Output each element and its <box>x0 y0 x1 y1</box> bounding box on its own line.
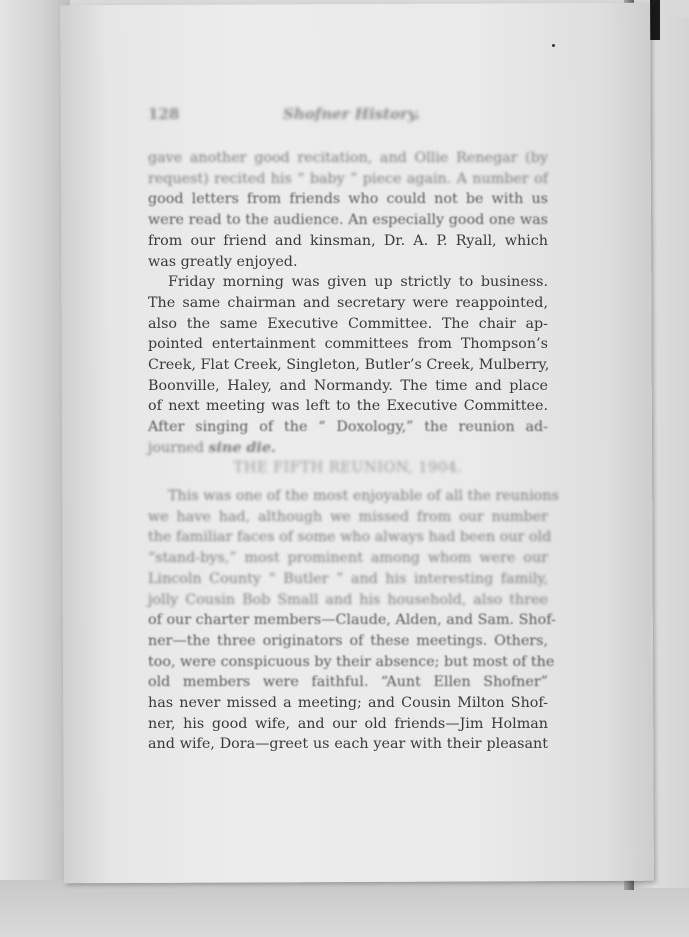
text-line: we have had, although we missed from our number <box>148 508 548 525</box>
text-line: good letters from friends who could not be with us <box>148 191 548 208</box>
text-line: This was one of the most enjoyable of all the reunions <box>168 488 559 504</box>
text-line: has never missed a meeting; and Cousin Milton Shof- <box>148 695 548 712</box>
ink-speck <box>552 44 555 47</box>
text-line: pointed entertainment committees from Thompson’s <box>148 336 548 353</box>
text-line: was greatly enjoyed. <box>148 253 298 270</box>
running-head: Shofner History. <box>283 105 421 123</box>
desk-background-left <box>0 0 70 937</box>
text-line: were read to the audience. An especially good one was <box>148 212 548 229</box>
text-line: of next meeting was left to the Executive Committee. <box>148 398 548 415</box>
text-line: also the same Executive Committee. The chair ap- <box>148 315 548 332</box>
text-line: too, were conspicuous by their absence; but most of the <box>148 653 555 670</box>
text-fragment: journed <box>148 439 209 456</box>
text-line: Lincoln County “ Butler ” and his interesting family, <box>148 570 548 587</box>
text-line: from our friend and kinsman, Dr. A. P. Ryall, which <box>148 232 548 249</box>
desk-background-bottom <box>0 880 689 937</box>
page-number: 128 <box>148 105 180 123</box>
text-line: request) recited his “ baby ” piece again. A number of <box>148 170 548 187</box>
text-line: Boonville, Haley, and Normandy. The time and place <box>148 377 548 394</box>
book-cover-edge <box>650 0 660 40</box>
text-line: the familiar faces of some who always had been our old <box>148 529 552 546</box>
text-line: “stand-bys,” most prominent among whom were our <box>148 550 548 567</box>
text-line: After singing of the “ Doxology,” the reunion ad- <box>148 419 548 436</box>
text-line: gave another good recitation, and Ollie Renegar (by <box>148 150 548 166</box>
text-line: Creek, Flat Creek, Singleton, Butler’s Creek, Mulberry, <box>148 357 550 374</box>
text-line: and wife, Dora—greet us each year with their pleasant <box>148 736 548 753</box>
page-header <box>148 105 548 125</box>
text-line: The same chairman and secretary were reappointed, <box>148 294 548 311</box>
text-line: ner, his good wife, and our old friends—Jim Holman <box>148 715 548 732</box>
section-heading: THE FIFTH REUNION, 1904. <box>233 460 463 476</box>
text-line: old members were faithful. “Aunt Ellen Shofner” <box>148 674 548 691</box>
text-block-bottom <box>148 486 559 755</box>
text-line: ner—the three originators of these meetings. Others, <box>148 632 548 649</box>
latin-phrase: sine die. <box>208 439 276 456</box>
text-line-final <box>148 438 548 459</box>
text-line: of our charter members—Claude, Alden, and Sam. Shof- <box>148 612 556 629</box>
text-line: jolly Cousin Bob Small and his household, also three <box>148 591 548 608</box>
text-line: Friday morning was given up strictly to business. <box>168 274 548 291</box>
text-block-top <box>148 148 548 459</box>
